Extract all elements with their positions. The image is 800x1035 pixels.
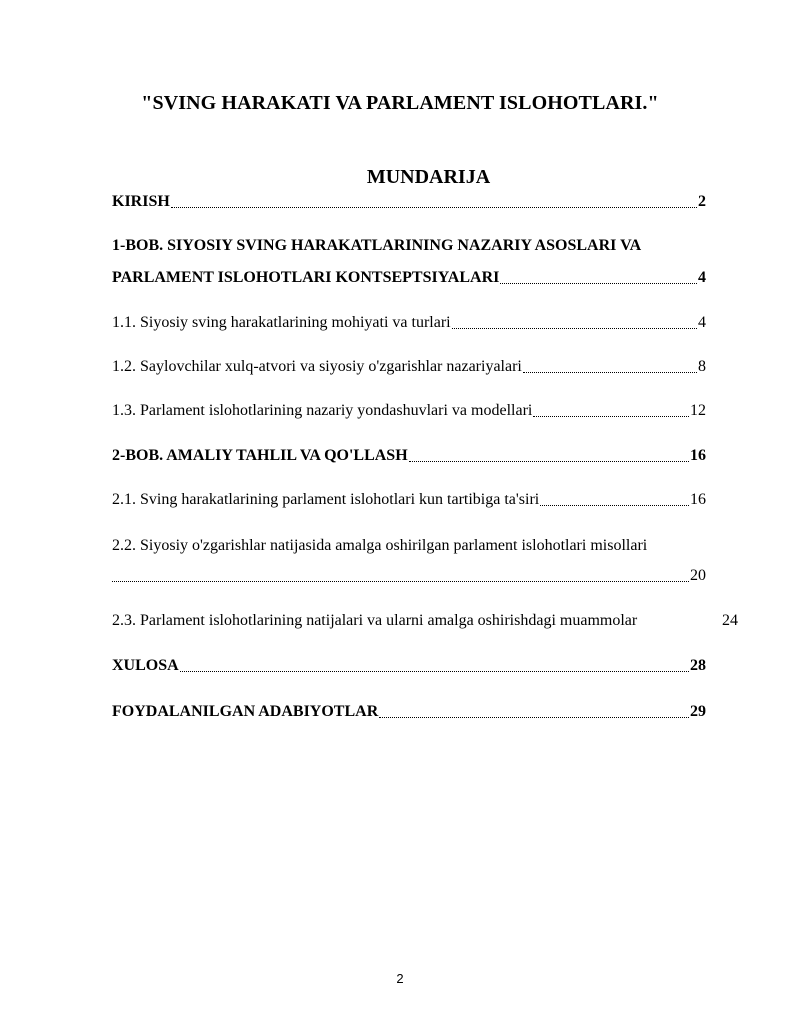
toc-entry-page: 29 (690, 703, 706, 720)
toc-entry-page: 4 (698, 269, 706, 286)
toc-entry-2-2-line-1[interactable] (112, 536, 647, 556)
dot-leader (379, 713, 689, 718)
toc-entry-1-2[interactable] (112, 357, 706, 377)
toc-entry-label: 2.2. Siyosiy o'zgarishlar natijasida amalga oshirilgan parlament islohotlari misollari (112, 537, 648, 554)
toc-entry-label: FOYDALANILGAN ADABIYOTLAR (112, 703, 379, 720)
toc-entry-label: 1.1. Siyosiy sving harakatlarining mohiyati va turlari (112, 314, 451, 331)
dot-leader (409, 457, 689, 462)
dot-leader (452, 324, 697, 329)
toc-entry-page: 16 (690, 491, 706, 508)
toc-entry-chapter-2[interactable] (112, 446, 706, 466)
toc-heading: MUNDARIJA (366, 166, 491, 188)
toc-entry-label: KIRISH (112, 193, 170, 210)
toc-entry-1-3[interactable] (112, 401, 706, 421)
toc-entry-label: 1-BOB. SIYOSIY SVING HARAKATLARINING NAZARIY ASOSLARI VA (112, 237, 642, 254)
dot-leader (523, 368, 697, 373)
toc-entry-label: 2-BOB. AMALIY TAHLIL VA QO'LLASH (112, 447, 408, 464)
toc-entry-label: 1.2. Saylovchilar xulq-atvori va siyosiy o'zgarishlar nazariyalari (112, 358, 522, 375)
toc-entry-xulosa[interactable] (112, 656, 706, 676)
toc-entry-chapter-1-line-2[interactable] (112, 268, 706, 288)
toc-entry-page: 20 (690, 567, 706, 584)
toc-entry-2-3[interactable] (112, 611, 637, 631)
toc-entry-page: 28 (690, 657, 706, 674)
footer-page-number: 2 (396, 971, 404, 986)
document-title: "SVING HARAKATI VA PARLAMENT ISLOHOTLARI." (141, 92, 659, 114)
dot-leader (171, 203, 697, 208)
toc-entry-1-1[interactable] (112, 313, 706, 333)
toc-entry-label: 2.1. Sving harakatlarining parlament islohotlari kun tartibiga ta'siri (112, 491, 540, 508)
toc-entry-page: 16 (690, 447, 706, 464)
toc-entry-chapter-1-line-1[interactable] (112, 236, 641, 256)
toc-entry-page: 4 (698, 314, 706, 331)
toc-entry-2-2-line-2[interactable] (112, 566, 706, 586)
toc-entry-label: 1.3. Parlament islohotlarining nazariy yondashuvlari va modellari (112, 402, 533, 419)
toc-entry-label-continued: PARLAMENT ISLOHOTLARI KONTSEPTSIYALARI (112, 269, 500, 286)
dot-leader (540, 501, 689, 506)
dot-leader (112, 577, 689, 582)
toc-entry-page: 8 (698, 358, 706, 375)
toc-entry-2-1[interactable] (112, 490, 706, 510)
toc-entry-page: 12 (690, 402, 706, 419)
toc-entry-page: 24 (722, 612, 738, 629)
dot-leader (180, 667, 689, 672)
toc-entry-label: XULOSA (112, 657, 179, 674)
dot-leader (500, 279, 697, 284)
toc-entry-label: 2.3. Parlament islohotlarining natijalari va ularni amalga oshirishdagi muammolar (112, 612, 638, 629)
toc-entry-kirish[interactable] (112, 192, 706, 212)
toc-entry-bibliography[interactable] (112, 702, 706, 722)
dot-leader (533, 412, 689, 417)
toc-entry-page: 2 (698, 193, 706, 210)
